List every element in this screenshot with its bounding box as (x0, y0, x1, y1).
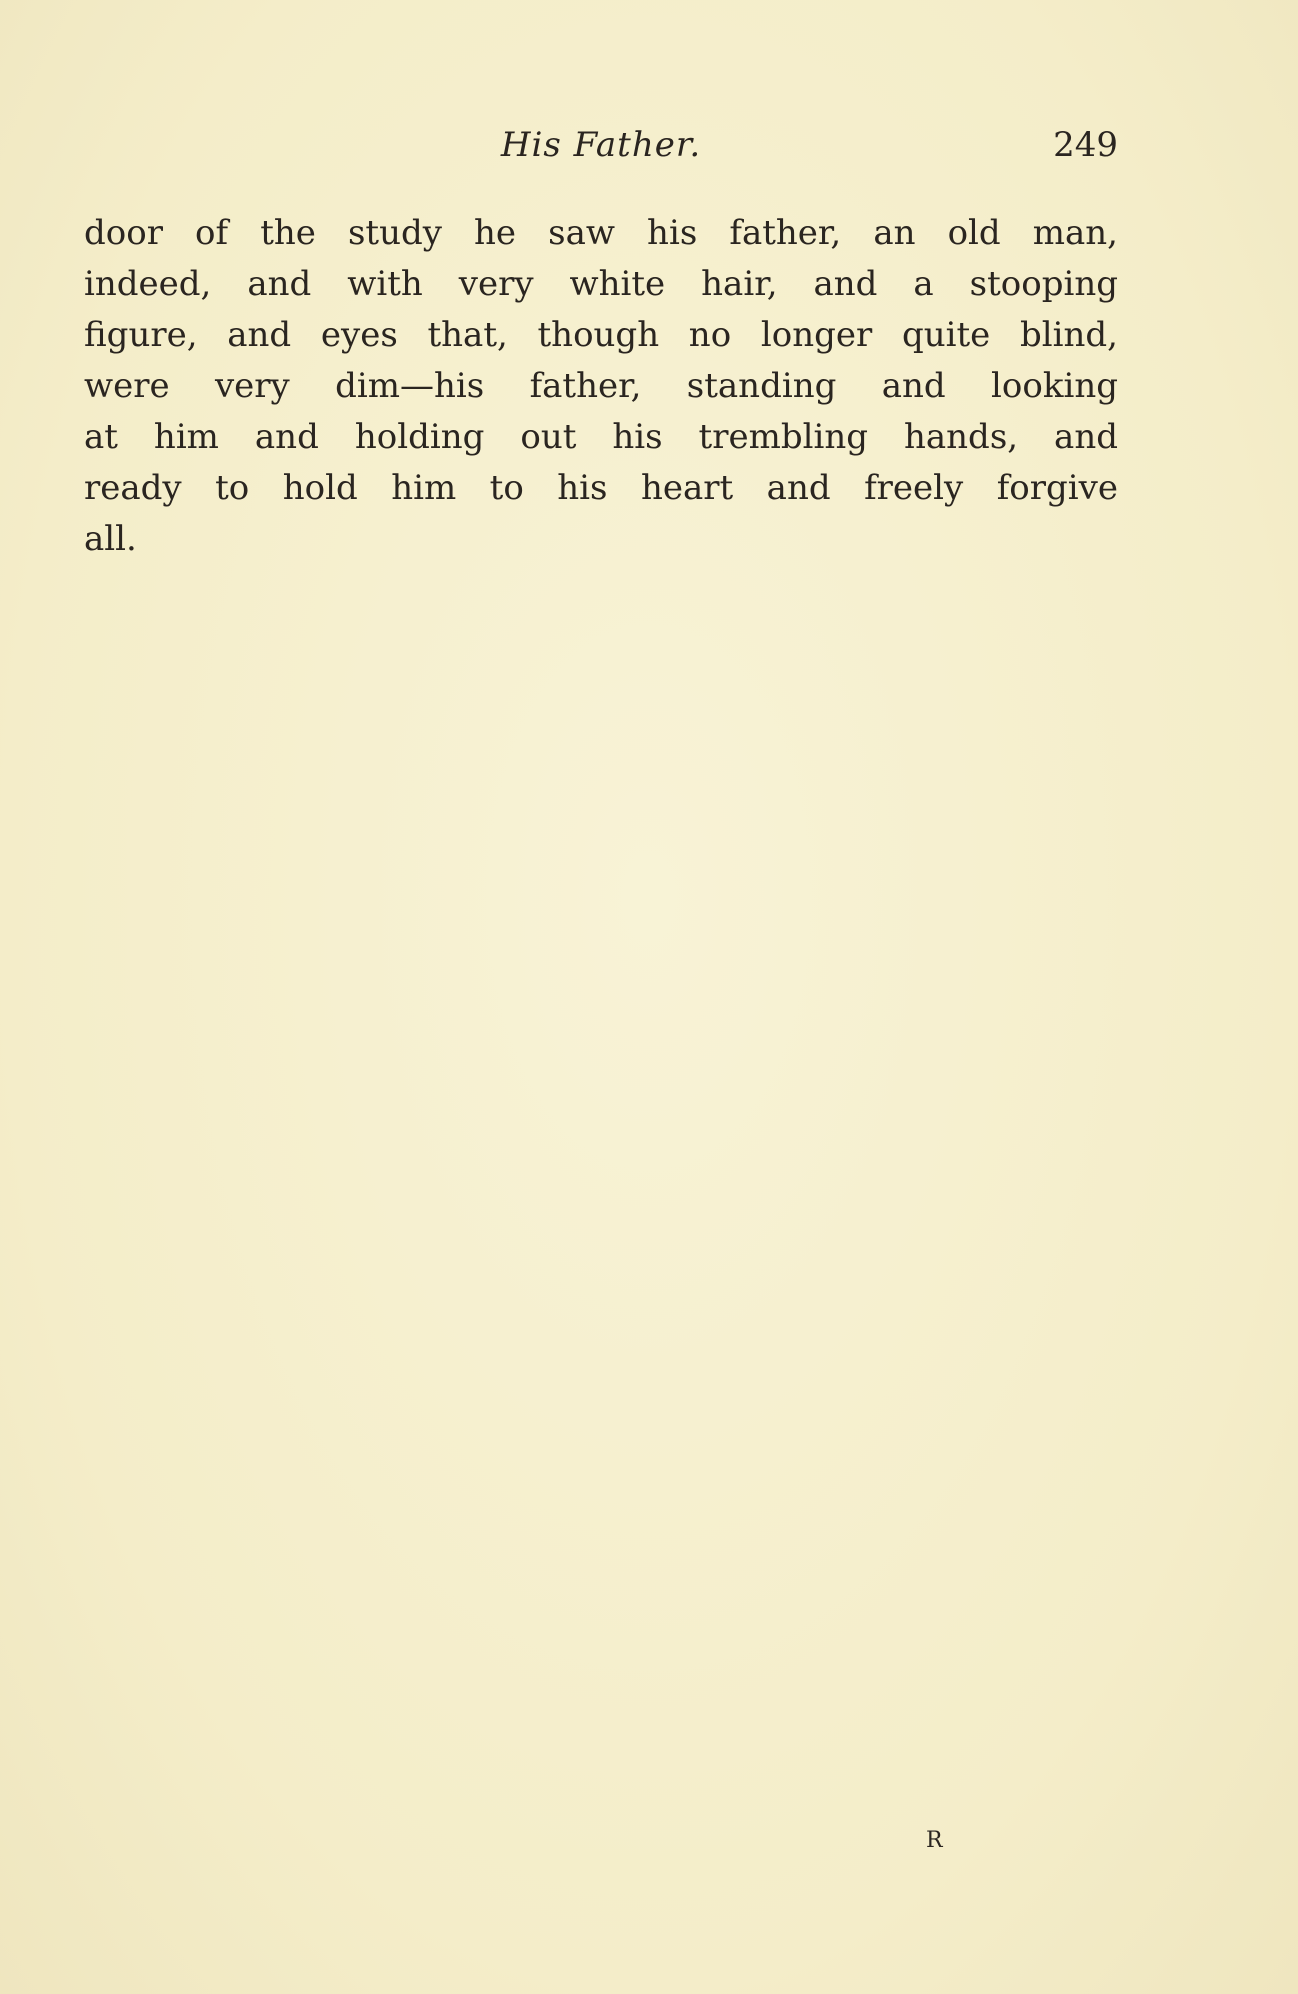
text-line: all. (84, 519, 137, 559)
signature-mark: R (926, 1828, 943, 1853)
text-line: ready to hold him to his heart and freely forgive (84, 468, 1118, 508)
text-line: at him and holding out his trembling hands, and (84, 417, 1118, 457)
page-number: 249 (1053, 125, 1118, 165)
running-head (84, 120, 1118, 170)
text-line: were very dim—his father, standing and looking (84, 366, 1118, 406)
text-line: door of the study he saw his father, an old man, (84, 213, 1118, 253)
running-title: His Father. (500, 125, 702, 165)
text-line: indeed, and with very white hair, and a stooping (84, 264, 1118, 304)
body-paragraph (84, 208, 1118, 565)
text-line: figure, and eyes that, though no longer quite blind, (84, 315, 1118, 355)
